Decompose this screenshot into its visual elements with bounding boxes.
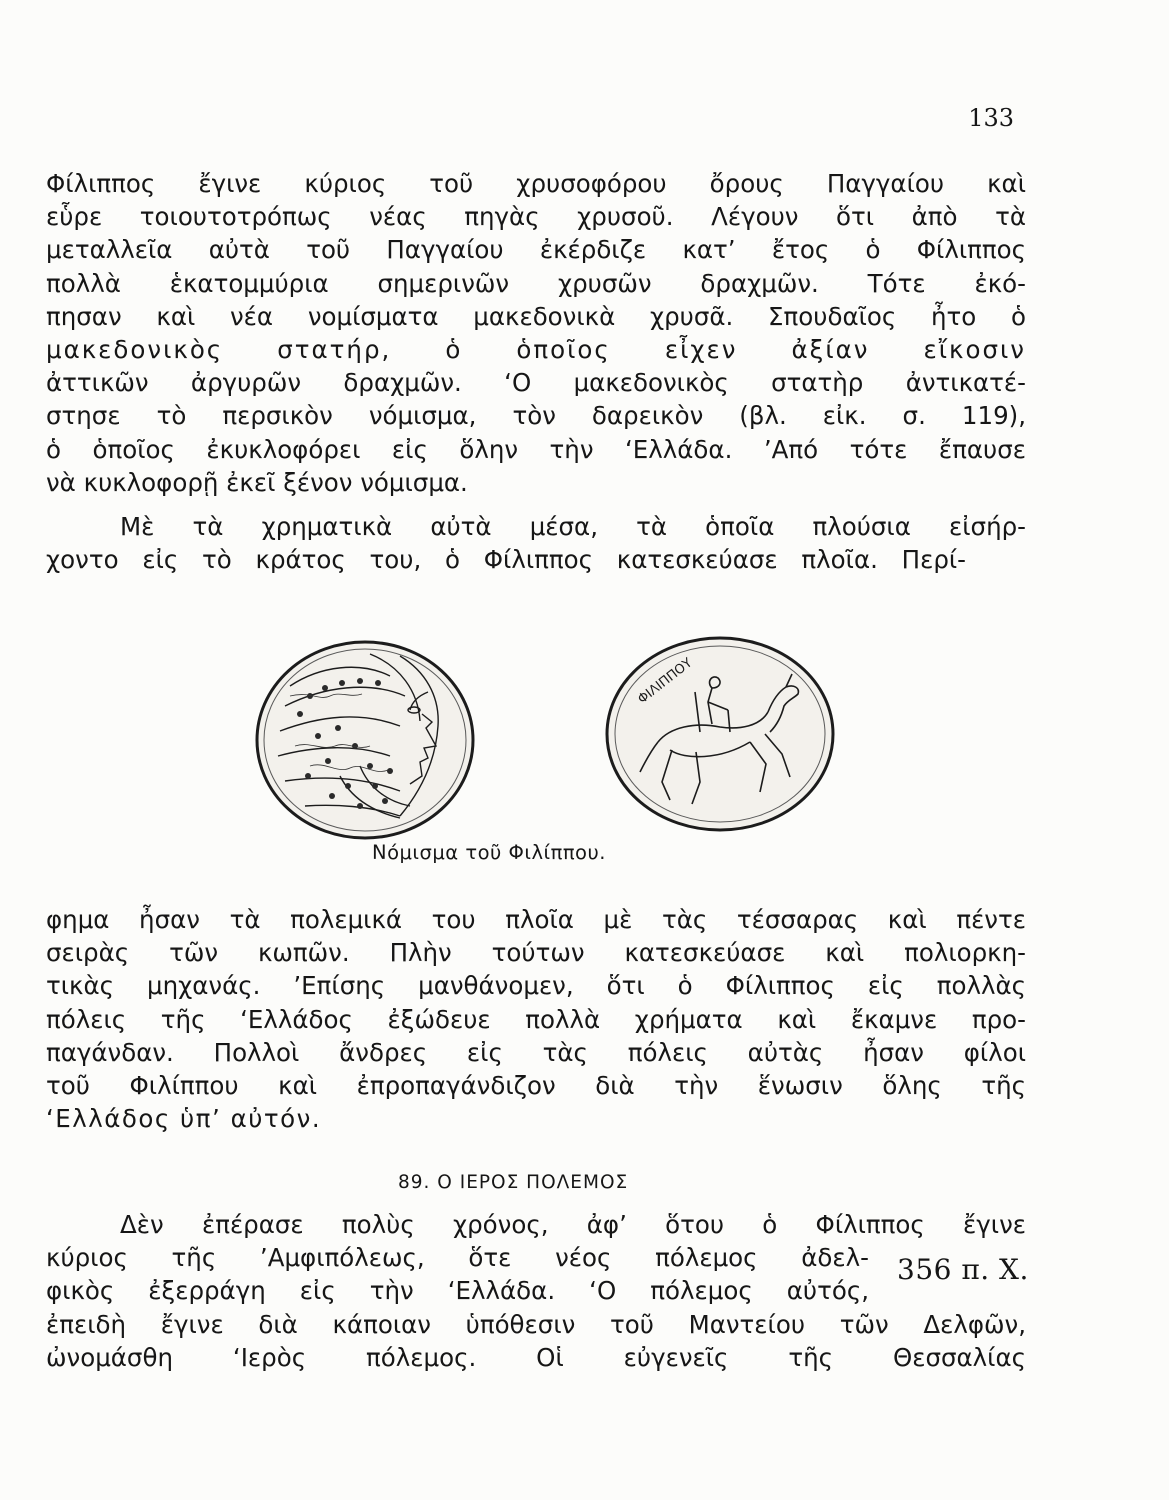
text-line: πολλὰ ἑκατομμύρια σημερινῶν χρυσῶν δραχμῶν. Τότε ἐκό-	[46, 268, 1026, 298]
svg-text:ΦΙΛΙΠΠΟΥ: ΦΙΛΙΠΠΟΥ	[635, 655, 696, 708]
text-line: σειρὰς τῶν κωπῶν. Πλὴν τούτων κατεσκεύασε καὶ πολιορκη-	[46, 938, 1026, 968]
paragraph-gold-mines	[46, 167, 1026, 499]
paragraph-ships-start	[46, 510, 1026, 576]
text-line: πόλεις τῆς ‘Ελλάδος ἐξώδευε πολλὰ χρήματα καὶ ἔκαμνε προ-	[46, 1004, 1026, 1034]
margin-date-note: 356 π. Χ.	[897, 1253, 1029, 1286]
text-line: φικὸς ἐξερράγη εἰς τὴν ‘Ελλάδα. ‘Ο πόλεμος αὐτός,	[46, 1276, 869, 1306]
text-line: φημα ἦσαν τὰ πολεμικά του πλοῖα μὲ τὰς τέσσαρας καὶ πέντε	[46, 905, 1026, 934]
text-line: ‘Ελλάδος ὑπ’ αὐτόν.	[46, 1104, 322, 1134]
text-line: Μὲ τὰ χρηματικὰ αὐτὰ μέσα, τὰ ὁποῖα πλούσια εἰσήρ-	[120, 512, 1026, 541]
text-line: κύριος τῆς ’Αμφιπόλεως, ὅτε νέος πόλεμος ἀδελ-	[46, 1243, 869, 1273]
text-line: ὁ ὁποῖος ἐκυκλοφόρει εἰς ὅλην τὴν ‘Ελλάδα. ’Από τότε ἔπαυσε	[46, 434, 1026, 464]
page-number: 133	[968, 104, 1014, 132]
text-line: μεταλλεῖα αὐτὰ τοῦ Παγγαίου ἐκέρδιζε κατ’ ἔτος ὁ Φίλιππος	[46, 235, 1026, 265]
text-line: παγάνδαν. Πολλοὶ ἄνδρες εἰς τὰς πόλεις αὐτὰς ἦσαν φίλοι	[46, 1037, 1026, 1067]
section-heading: 89. Ο ΙΕΡΟΣ ΠΟΛΕΜΟΣ	[398, 1172, 629, 1193]
text-line: Φίλιππος ἔγινε κύριος τοῦ χρυσοφόρου ὄρους Παγγαίου καὶ	[46, 169, 1026, 198]
text-line: ἐπειδὴ ἔγινε διὰ κάποιαν ὑπόθεσιν τοῦ Μαντείου τῶν Δελφῶν,	[46, 1309, 1026, 1339]
text-line: πησαν καὶ νέα νομίσματα μακεδονικὰ χρυσᾶ. Σπουδαῖος ἦτο ὁ	[46, 301, 1026, 331]
figure-caption: Νόμισμα τοῦ Φιλίππου.	[372, 841, 606, 864]
text-line: τικὰς μηχανάς. ’Επίσης μανθάνομεν, ὅτι ὁ Φίλιππος εἰς πολλὰς	[46, 971, 1026, 1001]
paragraph-sacred-war	[46, 1208, 1026, 1374]
text-line: εὗρε τοιουτοτρόπως νέας πηγὰς χρυσοῦ. Λέγουν ὅτι ἀπὸ τὰ	[46, 202, 1026, 232]
text-line: τοῦ Φιλίππου καὶ ἐπροπαγάνδιζον διὰ τὴν ἕνωσιν ὅλης τῆς	[46, 1070, 1026, 1100]
paragraph-ships-continued	[46, 903, 1026, 1135]
text-line: ὠνομάσθη ‘Ιερὸς πόλεμος. Οἱ εὐγενεῖς τῆς Θεσσαλίας	[46, 1342, 1026, 1372]
text-line: χοντο εἰς τὸ κράτος του, ὁ Φίλιππος κατεσκεύασε πλοῖα. Περί-	[46, 545, 966, 575]
text-line: Δὲν ἐπέρασε πολὺς χρόνος, ἀφ’ ὅτου ὁ Φίλιππος ἔγινε	[120, 1210, 1026, 1239]
text-line: μακεδονικὸς στατήρ, ὁ ὁποῖος εἶχεν ἀξίαν εἴκοσιν	[46, 334, 1026, 364]
text-line: νὰ κυκλοφορῇ ἐκεῖ ξένον νόμισμα.	[46, 467, 468, 497]
coin-obverse-zeus-head	[250, 636, 480, 846]
coin-reverse-horseman	[600, 632, 840, 837]
text-line: ἀττικῶν ἀργυρῶν δραχμῶν. ‘Ο μακεδονικὸς στατὴρ ἀντικατέ-	[46, 368, 1026, 398]
text-line: στησε τὸ περσικὸν νόμισμα, τὸν δαρεικὸν (βλ. εἰκ. σ. 119),	[46, 401, 1026, 431]
